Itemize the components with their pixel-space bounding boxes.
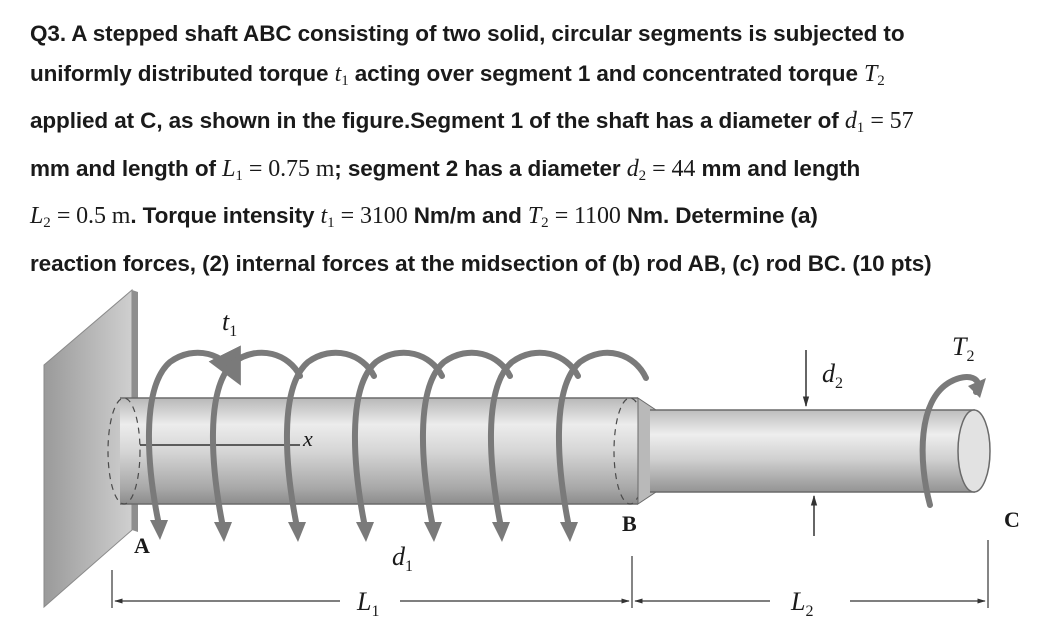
length-dimensions [112, 540, 988, 608]
problem-line-3: applied at C, as shown in the figure.Segment 1 of the shaft has a diameter of $d_1 = 57$ [30, 108, 914, 136]
L1-label: $L_1$ [357, 587, 380, 620]
B-label: B [622, 511, 637, 536]
stepped-shaft-figure [0, 285, 1059, 642]
A-label: A [134, 533, 150, 558]
d2-label: $d_2$ [822, 359, 843, 392]
d1-label: $d_1$ [392, 542, 413, 575]
problem-line-4: mm and length of $L_1 = 0.75$ m; segment 2 has a diameter $d_2 = 44$ mm and length [30, 155, 861, 184]
shaft-segment-2 [650, 410, 990, 492]
L2-label: $L_2$ [791, 587, 814, 620]
question-number: Q3. [30, 21, 66, 46]
problem-line-5: $L_2 = 0.5$ m. Torque intensity $t_1 = 3100$ Nm/m and $T_2 = 1100$ Nm. Determine (a) [30, 203, 818, 231]
C-label: C [1004, 507, 1020, 532]
torque-arrowheads [150, 520, 578, 542]
x-label: x [303, 426, 313, 451]
problem-line-6: reaction forces, (2) internal forces at the midsection of (b) rod AB, (c) rod BC. (10 pts) [30, 250, 932, 276]
problem-line-1: Q3. A stepped shaft ABC consisting of two solid, circular segments is subjected to [30, 21, 905, 46]
T2-label: $T_2$ [952, 332, 975, 365]
problem-line-2: uniformly distributed torque $t_1$ acting over segment 1 and concentrated torque $T_2$ [30, 60, 885, 89]
problem-statement [30, 14, 1050, 283]
t1-label: $t_1$ [222, 307, 238, 340]
